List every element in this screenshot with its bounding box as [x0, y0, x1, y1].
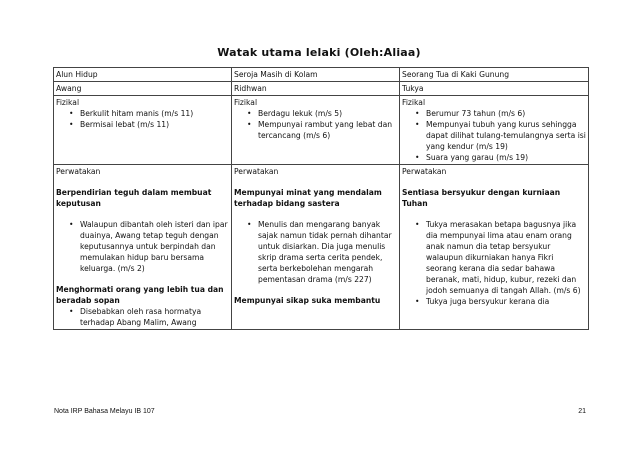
section-label: Fizikal — [234, 98, 258, 107]
character-name: Awang — [54, 82, 232, 96]
trait-heading: Berpendirian teguh dalam membuat keputusan — [56, 188, 212, 208]
list-item: • Berkulit hitam manis (m/s 11) — [80, 108, 229, 119]
trait-heading: Sentiasa bersyukur dengan kurniaan Tuhan — [402, 188, 561, 208]
trait-list — [56, 219, 229, 274]
list-item: • Walaupun dibantah oleh isteri dan ipar duainya, Awang tetap teguh dengan keputusannya untuk berpindah dan memulakan hidup baru bersama keluarga. (m/s 2) — [80, 219, 229, 274]
fizikal-cell — [400, 96, 589, 165]
list-item: • Menulis dan mengarang banyak sajak namun tidak pernah dihantar untuk disiarkan. Dia juga menulis skrip drama serta cerita pendek, serta berkebolehan mengarah pementasan drama (m/s 227) — [258, 219, 397, 285]
trait-heading: Mempunyai sikap suka membantu — [234, 296, 381, 305]
trait-heading: Menghormati orang yang lebih tua dan beradab sopan — [56, 285, 224, 305]
table-header-row — [54, 68, 589, 82]
fizikal-list — [402, 108, 586, 163]
character-name: Ridhwan — [232, 82, 400, 96]
page-number: 21 — [578, 408, 586, 415]
perwatakan-cell — [400, 165, 589, 330]
list-item: • Mempunyai tubuh yang kurus sehingga dapat dilihat tulang-temulangnya serta isi yang kendur (m/s 19) — [426, 119, 586, 152]
character-name-row — [54, 82, 589, 96]
header-cell: Seorang Tua di Kaki Gunung — [400, 68, 589, 82]
perwatakan-cell — [232, 165, 400, 330]
fizikal-list — [56, 108, 229, 130]
trait-list — [234, 219, 397, 285]
list-item: • Disebabkan oleh rasa hormatya terhadap Abang Malim, Awang — [80, 306, 229, 328]
trait-heading: Mempunyai minat yang mendalam terhadap bidang sastera — [234, 188, 382, 208]
section-label: Perwatakan — [234, 167, 279, 176]
list-item: • Berumur 73 tahun (m/s 6) — [426, 108, 586, 119]
page-title: Watak utama lelaki (Oleh:Aliaa) — [217, 46, 421, 59]
character-name: Tukya — [400, 82, 589, 96]
fizikal-cell — [232, 96, 400, 165]
section-label: Fizikal — [402, 98, 426, 107]
perwatakan-row — [54, 165, 589, 330]
fizikal-cell — [54, 96, 232, 165]
list-item: • Tukya juga bersyukur kerana dia — [426, 296, 586, 307]
list-item: • Bermisai lebat (m/s 11) — [80, 119, 229, 130]
perwatakan-cell — [54, 165, 232, 330]
footer-note: Nota IRP Bahasa Melayu IB 107 — [54, 408, 155, 415]
section-label: Perwatakan — [56, 167, 101, 176]
list-item: • Suara yang garau (m/s 19) — [426, 152, 586, 163]
section-label: Perwatakan — [402, 167, 447, 176]
list-item: • Mempunyai rambut yang lebat dan tercancang (m/s 6) — [258, 119, 397, 141]
list-item: • Tukya merasakan betapa bagusnya jika dia mempunyai lima atau enam orang anak namun dia tetap bersyukur walaupun dikurniakan hanya Fikri seorang kerana dia sedar bahawa beranak, mati, hidup, kubur, rezeki dan jodoh semuanya di tangah Allah. (m/s 6) — [426, 219, 586, 296]
header-cell: Seroja Masih di Kolam — [232, 68, 400, 82]
list-item: • Berdagu lekuk (m/s 5) — [258, 108, 397, 119]
header-cell: Alun Hidup — [54, 68, 232, 82]
fizikal-list — [234, 108, 397, 141]
section-label: Fizikal — [56, 98, 80, 107]
character-table — [53, 67, 589, 330]
trait-list — [402, 219, 586, 307]
fizikal-row — [54, 96, 589, 165]
trait-list — [56, 306, 229, 328]
